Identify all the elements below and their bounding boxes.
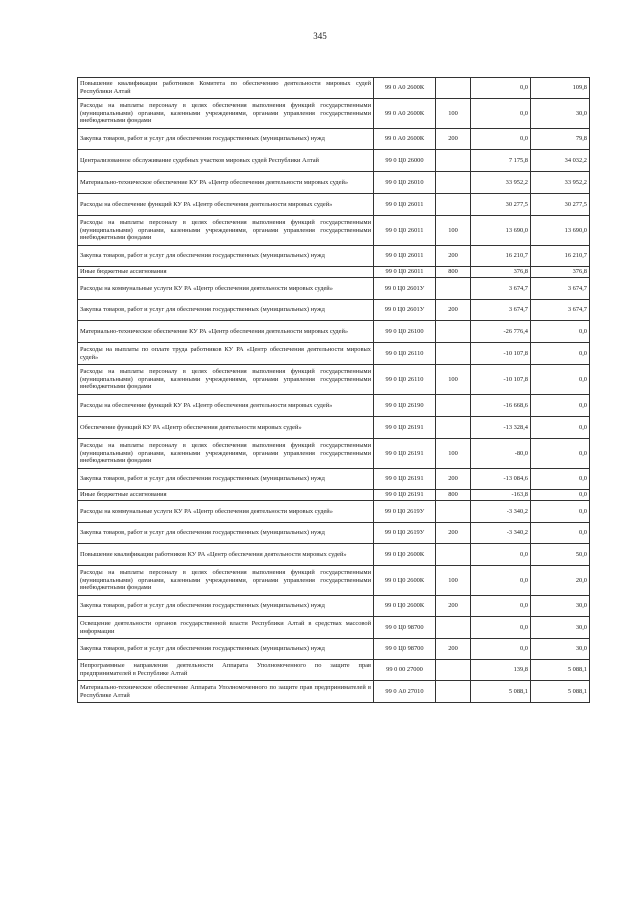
table-row xyxy=(78,523,590,544)
row-name: Расходы на выплаты персоналу в целях обеспечения выполнения функций государственными (муниципальными) органами, казенными учреждениями, органами управления государственными внебюджетными фондами xyxy=(78,439,374,469)
table-row xyxy=(78,278,590,300)
table-row xyxy=(78,566,590,596)
row-name: Повышение квалификации работников КУ РА «Центр обеспечения деятельности мировых судей» xyxy=(78,544,374,566)
row-amount-change: 376,8 xyxy=(471,267,531,278)
row-code: 99 0 А0 2600К xyxy=(374,99,436,129)
row-amount-change: 0,0 xyxy=(471,617,531,639)
row-amount-change: -13 084,6 xyxy=(471,469,531,490)
row-code: 99 0 00 27000 xyxy=(374,660,436,681)
row-amount-change: 0,0 xyxy=(471,566,531,596)
budget-table-body xyxy=(78,78,590,703)
row-code: 99 0 Ц0 26011 xyxy=(374,194,436,216)
row-expense-type: 800 xyxy=(436,267,471,278)
row-amount-change: 30 277,5 xyxy=(471,194,531,216)
row-name: Закупка товаров, работ и услуг для обеспечения государственных (муниципальных) нужд xyxy=(78,469,374,490)
row-code: 99 0 Ц0 26190 xyxy=(374,395,436,417)
row-amount-change: 0,0 xyxy=(471,129,531,150)
row-expense-type xyxy=(436,660,471,681)
row-expense-type: 200 xyxy=(436,639,471,660)
row-code: 99 0 Ц0 2600К xyxy=(374,566,436,596)
row-expense-type: 100 xyxy=(436,216,471,246)
row-expense-type xyxy=(436,395,471,417)
row-expense-type xyxy=(436,343,471,365)
row-amount-change: -80,0 xyxy=(471,439,531,469)
row-code: 99 0 Ц0 2600К xyxy=(374,544,436,566)
row-expense-type xyxy=(436,501,471,523)
row-expense-type xyxy=(436,172,471,194)
row-amount-change: 7 175,8 xyxy=(471,150,531,172)
table-row xyxy=(78,501,590,523)
row-amount-change: 13 690,0 xyxy=(471,216,531,246)
row-name: Непрограммные направления деятельности Аппарата Уполномоченного по защите прав предпринимателей в Республике Алтай xyxy=(78,660,374,681)
row-amount-change: 3 674,7 xyxy=(471,278,531,300)
row-name: Расходы на выплаты персоналу в целях обеспечения выполнения функций государственными (муниципальными) органами, казенными учреждениями, органами управления государственными внебюджетными фондами xyxy=(78,365,374,395)
row-amount-change: 0,0 xyxy=(471,596,531,617)
row-name: Расходы на выплаты персоналу в целях обеспечения выполнения функций государственными (муниципальными) органами, казенными учреждениями, органами управления государственными внебюджетными фондами xyxy=(78,566,374,596)
row-name: Материально-техническое обеспечение Аппарата Уполномоченного по защите прав предпринимателей в Республике Алтай xyxy=(78,681,374,703)
row-expense-type: 100 xyxy=(436,439,471,469)
row-name: Расходы на обеспечение функций КУ РА «Центр обеспечения деятельности мировых судей» xyxy=(78,395,374,417)
row-expense-type: 100 xyxy=(436,365,471,395)
row-amount-change: -10 107,8 xyxy=(471,365,531,395)
row-name: Централизованное обслуживание судебных участков мировых судей Республики Алтай xyxy=(78,150,374,172)
table-row xyxy=(78,321,590,343)
row-name: Материально-техническое обеспечение КУ РА «Центр обеспечения деятельности мировых судей» xyxy=(78,172,374,194)
row-expense-type: 200 xyxy=(436,523,471,544)
row-amount-total: 79,8 xyxy=(531,129,590,150)
row-amount-change: -16 668,6 xyxy=(471,395,531,417)
row-amount-total: 30,0 xyxy=(531,617,590,639)
row-expense-type: 200 xyxy=(436,596,471,617)
table-row xyxy=(78,439,590,469)
row-name: Расходы на выплаты по оплате труда работников КУ РА «Центр обеспечения деятельности мировых судей» xyxy=(78,343,374,365)
row-amount-total: 0,0 xyxy=(531,501,590,523)
row-amount-change: 0,0 xyxy=(471,78,531,99)
table-row xyxy=(78,300,590,321)
table-row xyxy=(78,172,590,194)
row-amount-change: 5 088,1 xyxy=(471,681,531,703)
row-code: 99 0 А0 27010 xyxy=(374,681,436,703)
row-amount-total: 20,0 xyxy=(531,566,590,596)
table-row xyxy=(78,681,590,703)
row-name: Расходы на выплаты персоналу в целях обеспечения выполнения функций государственными (муниципальными) органами, казенными учреждениями, органами управления государственными внебюджетными фондами xyxy=(78,216,374,246)
row-name: Закупка товаров, работ и услуг для обеспечения государственных (муниципальных) нужд xyxy=(78,129,374,150)
table-row xyxy=(78,99,590,129)
row-code: 99 0 Ц0 2601У xyxy=(374,278,436,300)
row-amount-change: 139,8 xyxy=(471,660,531,681)
row-amount-change: 0,0 xyxy=(471,99,531,129)
row-amount-change: -26 776,4 xyxy=(471,321,531,343)
row-amount-change: 0,0 xyxy=(471,544,531,566)
row-amount-change: -13 328,4 xyxy=(471,417,531,439)
table-row xyxy=(78,150,590,172)
row-amount-total: 30,0 xyxy=(531,596,590,617)
table-row xyxy=(78,596,590,617)
row-code: 99 0 Ц0 2600К xyxy=(374,596,436,617)
row-name: Закупка товаров, работ и услуг для обеспечения государственных (муниципальных) нужд xyxy=(78,246,374,267)
row-expense-type xyxy=(436,150,471,172)
row-code: 99 0 Ц0 26191 xyxy=(374,417,436,439)
row-code: 99 0 Ц0 98700 xyxy=(374,639,436,660)
row-code: 99 0 Ц0 26191 xyxy=(374,439,436,469)
row-expense-type xyxy=(436,681,471,703)
row-amount-change: 33 952,2 xyxy=(471,172,531,194)
row-expense-type xyxy=(436,194,471,216)
table-row xyxy=(78,469,590,490)
table-row xyxy=(78,365,590,395)
row-expense-type: 200 xyxy=(436,129,471,150)
row-amount-total: 0,0 xyxy=(531,365,590,395)
row-expense-type: 200 xyxy=(436,246,471,267)
row-name: Расходы на обеспечение функций КУ РА «Центр обеспечения деятельности мировых судей» xyxy=(78,194,374,216)
budget-table xyxy=(77,77,590,703)
row-code: 99 0 Ц0 98700 xyxy=(374,617,436,639)
table-row xyxy=(78,490,590,501)
row-code: 99 0 Ц0 2601У xyxy=(374,300,436,321)
row-name: Обеспечение функций КУ РА «Центр обеспечения деятельности мировых судей» xyxy=(78,417,374,439)
row-code: 99 0 Ц0 2619У xyxy=(374,501,436,523)
row-expense-type: 800 xyxy=(436,490,471,501)
row-amount-total: 30 277,5 xyxy=(531,194,590,216)
row-name: Освещение деятельности органов государственной власти Республики Алтай в средствах массовой информации xyxy=(78,617,374,639)
row-name: Расходы на коммунальные услуги КУ РА «Центр обеспечения деятельности мировых судей» xyxy=(78,501,374,523)
row-code: 99 0 Ц0 26110 xyxy=(374,343,436,365)
table-row xyxy=(78,129,590,150)
row-name: Закупка товаров, работ и услуг для обеспечения государственных (муниципальных) нужд xyxy=(78,596,374,617)
row-amount-total: 30,0 xyxy=(531,639,590,660)
row-name: Закупка товаров, работ и услуг для обеспечения государственных (муниципальных) нужд xyxy=(78,639,374,660)
row-amount-change: -10 107,8 xyxy=(471,343,531,365)
row-amount-total: 0,0 xyxy=(531,439,590,469)
row-amount-total: 13 690,0 xyxy=(531,216,590,246)
row-amount-change: 3 674,7 xyxy=(471,300,531,321)
table-row xyxy=(78,417,590,439)
row-code: 99 0 Ц0 26000 xyxy=(374,150,436,172)
table-row xyxy=(78,246,590,267)
table-row xyxy=(78,617,590,639)
page-number: 345 xyxy=(313,31,327,41)
row-amount-total: 0,0 xyxy=(531,490,590,501)
table-row xyxy=(78,660,590,681)
table-row xyxy=(78,78,590,99)
row-amount-total: 5 088,1 xyxy=(531,660,590,681)
row-name: Иные бюджетные ассигнования xyxy=(78,267,374,278)
table-row xyxy=(78,544,590,566)
row-expense-type xyxy=(436,78,471,99)
row-name: Закупка товаров, работ и услуг для обеспечения государственных (муниципальных) нужд xyxy=(78,300,374,321)
row-amount-total: 0,0 xyxy=(531,469,590,490)
row-amount-total: 0,0 xyxy=(531,343,590,365)
table-row xyxy=(78,216,590,246)
row-name: Закупка товаров, работ и услуг для обеспечения государственных (муниципальных) нужд xyxy=(78,523,374,544)
row-amount-total: 0,0 xyxy=(531,321,590,343)
row-code: 99 0 Ц0 2619У xyxy=(374,523,436,544)
row-amount-total: 0,0 xyxy=(531,395,590,417)
row-code: 99 0 Ц0 26191 xyxy=(374,490,436,501)
row-name: Иные бюджетные ассигнования xyxy=(78,490,374,501)
row-code: 99 0 Ц0 26191 xyxy=(374,469,436,490)
row-expense-type xyxy=(436,321,471,343)
row-code: 99 0 Ц0 26010 xyxy=(374,172,436,194)
table-row xyxy=(78,267,590,278)
row-code: 99 0 Ц0 26100 xyxy=(374,321,436,343)
row-amount-total: 3 674,7 xyxy=(531,300,590,321)
row-amount-total: 3 674,7 xyxy=(531,278,590,300)
row-amount-change: 0,0 xyxy=(471,639,531,660)
row-amount-total: 0,0 xyxy=(531,417,590,439)
row-name: Расходы на коммунальные услуги КУ РА «Центр обеспечения деятельности мировых судей» xyxy=(78,278,374,300)
row-amount-total: 34 032,2 xyxy=(531,150,590,172)
table-row xyxy=(78,639,590,660)
row-amount-change: -3 340,2 xyxy=(471,523,531,544)
table-row xyxy=(78,194,590,216)
row-amount-total: 0,0 xyxy=(531,523,590,544)
row-amount-total: 16 210,7 xyxy=(531,246,590,267)
row-expense-type: 100 xyxy=(436,99,471,129)
row-amount-change: 16 210,7 xyxy=(471,246,531,267)
row-expense-type: 200 xyxy=(436,300,471,321)
table-row xyxy=(78,343,590,365)
row-amount-change: -3 340,2 xyxy=(471,501,531,523)
row-name: Расходы на выплаты персоналу в целях обеспечения выполнения функций государственными (муниципальными) органами, казенными учреждениями, органами управления государственными внебюджетными фондами xyxy=(78,99,374,129)
row-amount-total: 109,8 xyxy=(531,78,590,99)
row-code: 99 0 Ц0 26110 xyxy=(374,365,436,395)
table-row xyxy=(78,395,590,417)
row-expense-type xyxy=(436,278,471,300)
row-expense-type xyxy=(436,617,471,639)
row-expense-type xyxy=(436,417,471,439)
row-code: 99 0 А0 2600К xyxy=(374,78,436,99)
row-code: 99 0 Ц0 26011 xyxy=(374,216,436,246)
row-name: Материально-техническое обеспечение КУ РА «Центр обеспечения деятельности мировых судей» xyxy=(78,321,374,343)
row-code: 99 0 Ц0 26011 xyxy=(374,267,436,278)
row-amount-total: 30,0 xyxy=(531,99,590,129)
row-name: Повышение квалификации работников Комитета по обеспечению деятельности мировых судей Республики Алтай xyxy=(78,78,374,99)
row-amount-total: 5 088,1 xyxy=(531,681,590,703)
row-code: 99 0 Ц0 26011 xyxy=(374,246,436,267)
row-amount-total: 50,0 xyxy=(531,544,590,566)
row-amount-change: -163,8 xyxy=(471,490,531,501)
row-code: 99 0 А0 2600К xyxy=(374,129,436,150)
row-amount-total: 33 952,2 xyxy=(531,172,590,194)
row-expense-type: 200 xyxy=(436,469,471,490)
row-expense-type: 100 xyxy=(436,566,471,596)
row-expense-type xyxy=(436,544,471,566)
row-amount-total: 376,8 xyxy=(531,267,590,278)
